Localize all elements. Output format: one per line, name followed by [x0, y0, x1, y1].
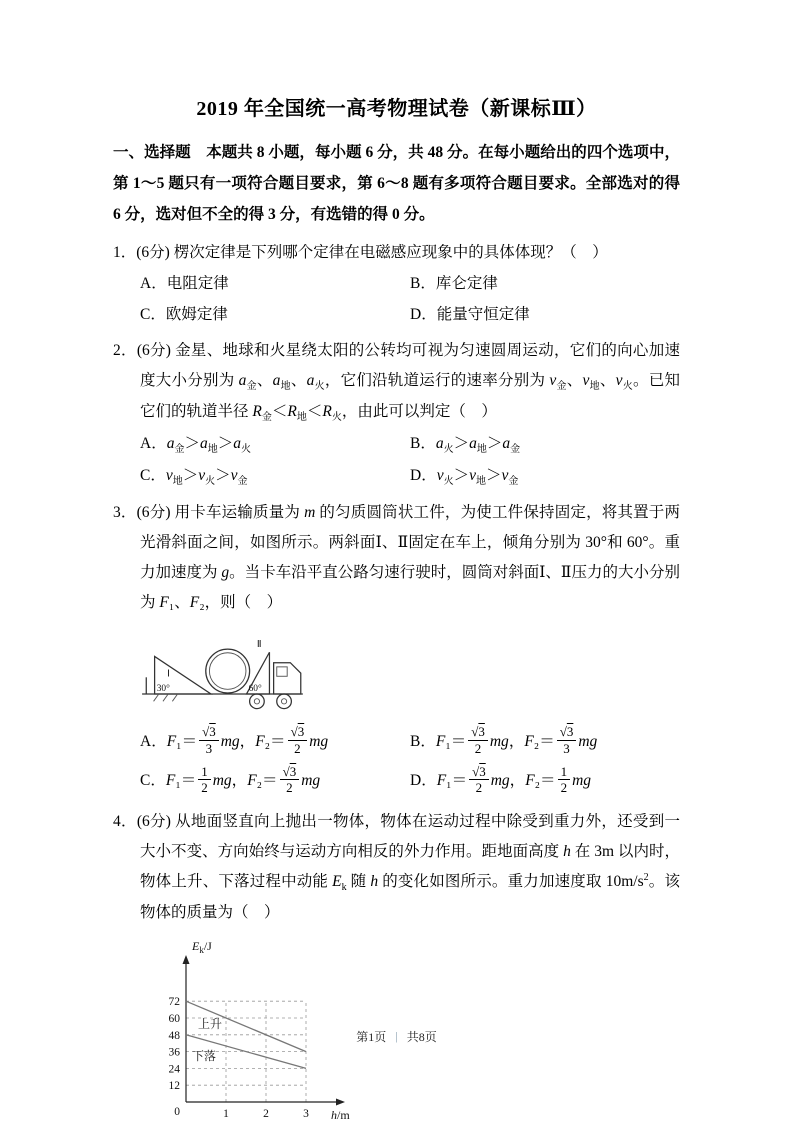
fraction-denominator: 2: [474, 740, 482, 756]
incline-2-label: Ⅱ: [256, 639, 262, 650]
y-axis-label: $E_k/J$: [192, 938, 212, 955]
footer-separator: |: [395, 1029, 398, 1043]
option-row: [140, 761, 680, 801]
fraction: [468, 724, 488, 756]
math-text: mg，F₂＝: [220, 732, 286, 750]
math-text: F₁＝: [435, 732, 467, 750]
fraction-numerator: 1: [558, 764, 571, 781]
incline-1-angle-label: 30°: [156, 683, 170, 694]
question-1: [113, 238, 680, 330]
wheel-hub-icon: [254, 698, 259, 703]
math-text: F₁＝: [436, 772, 468, 790]
question-3-option-d: [410, 761, 680, 801]
x-axis-label: h/m: [331, 1107, 350, 1122]
math-text: mg: [572, 772, 592, 790]
question-3-stem: 3．(6分) 用卡车运输质量为 m 的匀质圆筒状工件，为使工件保持固定，将其置于两光滑斜面之间，如图所示。两斜面Ⅰ、Ⅱ固定在车上，倾角分别为 30°和 60°。重力加速度为 g。当卡车沿平直公路匀速行驶时，圆筒对斜面Ⅰ、Ⅱ压力的大小分别为 F₁、F₂，则（ ）: [113, 503, 680, 612]
option-label: C．: [140, 772, 166, 790]
incline-1-label: Ⅰ: [167, 668, 170, 679]
fraction-numerator: √3: [557, 724, 577, 741]
question-2-options: [113, 428, 680, 492]
option-label: A．: [140, 434, 167, 452]
x-tick-label: 3: [303, 1107, 309, 1120]
option-label: D．: [410, 772, 437, 790]
math-text: mg: [309, 732, 329, 750]
page-title: 2019 年全国统一高考物理试卷（新课标Ⅲ）: [196, 98, 597, 120]
fraction: [288, 724, 308, 756]
option-text: $a_金>a_地>a_火$: [166, 434, 251, 455]
fraction-denominator: 2: [475, 780, 483, 796]
fraction-denominator: 3: [563, 740, 570, 756]
fraction-numerator: 1: [198, 764, 211, 781]
option-label: A．: [140, 275, 167, 293]
fraction: [558, 764, 571, 796]
option-text: 电阻定律: [166, 275, 229, 293]
cab-window-shape: [277, 667, 287, 676]
question-2-option-c: [140, 460, 410, 492]
cylinder-inner-shape: [209, 652, 246, 689]
math-text: mg，F₂＝: [489, 732, 555, 750]
fraction-denominator: 2: [560, 780, 568, 796]
section-instructions: 一、选择题 本题共 8 小题，每小题 6 分，共 48 分。在每小题给出的四个选项中，第 1～5 题只有一项符合题目要求，第 6～8 题有多项符合题目要求。全部选对的得 6 分，选对但不全的得 3 分，有选错的得 0 分。: [113, 144, 680, 223]
question-3-option-a: [140, 722, 410, 762]
math-text: F₁＝: [165, 772, 197, 790]
option-text: 欧姆定律: [165, 306, 228, 324]
page-number: 第1页: [356, 1030, 387, 1044]
math-text: F₁＝: [166, 732, 198, 750]
fraction-denominator: 3: [205, 740, 213, 756]
math-text: mg，F₂＝: [212, 772, 278, 790]
question-3: [113, 498, 680, 801]
hatch-mark: [154, 694, 159, 701]
option-label: B．: [410, 434, 436, 452]
question-2-option-d: [410, 460, 680, 492]
page-footer: [0, 1028, 793, 1045]
fraction-denominator: 2: [201, 780, 208, 796]
question-4-chart: [140, 932, 680, 1122]
question-4-stem: 4．(6分) 从地面竖直向上抛出一物体，物体在运动过程中除受到重力外，还受到一大小不变、方向始终与运动方向相反的外力作用。距地面高度 h 在 3m 以内时，物体上升、下落过程中动能 $E_k$ 随 h 的变化如图所示。重力加速度取 $10m/s^2$。该物体的质量为（ ）: [113, 812, 680, 921]
page-total: 共8页: [406, 1030, 437, 1044]
fraction-numerator: √3: [280, 764, 300, 781]
question-2-stem: 2．(6分) 金星、地球和火星绕太阳的公转均可视为匀速圆周运动，它们的向心加速度大小分别为 $a_金$、$a_地$、$a_火$，它们沿轨道运行的速率分别为 $v_金$、$v_地$、$v_火$。已知它们的轨道半径 $R_金<R_地<R_火$，由此可以判定（ ）: [113, 342, 681, 424]
question-1-option-a: [140, 268, 410, 299]
option-row: [140, 299, 680, 330]
option-text: 能量守恒定律: [436, 306, 530, 324]
x-tick-label: 1: [223, 1107, 229, 1120]
math-text: mg: [301, 772, 321, 790]
incline-2-angle-label: 60°: [248, 683, 262, 694]
cylinder-outer-shape: [206, 649, 250, 693]
wheel-icon: [277, 694, 292, 709]
fraction-denominator: 2: [294, 740, 301, 756]
math-text: mg: [578, 732, 598, 750]
question-3-options: [113, 722, 680, 801]
fraction: [280, 764, 300, 796]
option-label: A．: [140, 732, 167, 750]
option-label: D．: [410, 466, 437, 484]
question-1-stem: 1．(6分) 楞次定律是下列哪个定律在电磁感应现象中的具体体现？（ ）: [113, 244, 608, 261]
question-1-option-c: [140, 299, 410, 330]
y-tick-label: 48: [168, 1029, 180, 1042]
question-2-option-a: [140, 428, 410, 460]
fraction: [198, 764, 211, 796]
y-tick-label: 72: [168, 996, 180, 1009]
x-tick-label: 2: [263, 1107, 269, 1120]
option-label: C．: [140, 466, 166, 484]
y-axis-arrow-icon: [183, 955, 190, 964]
fraction-numerator: √3: [468, 724, 488, 741]
option-text: 库仑定律: [435, 275, 498, 293]
origin-label: 0: [174, 1105, 180, 1118]
fraction-denominator: 2: [286, 780, 293, 796]
question-2-option-b: [410, 428, 680, 460]
fraction: [199, 724, 219, 756]
question-1-options: [113, 268, 680, 330]
y-tick-label: 36: [168, 1046, 180, 1059]
question-1-option-b: [410, 268, 680, 299]
truck-incline-figure: [140, 625, 330, 715]
x-axis-arrow-icon: [336, 1098, 345, 1105]
hatch-mark: [163, 694, 168, 701]
series-label: 上升: [198, 1016, 223, 1031]
fraction: [557, 724, 577, 756]
option-row: [140, 722, 680, 762]
question-3-option-b: [410, 722, 680, 762]
question-1-option-d: [410, 299, 680, 330]
question-2: [113, 336, 680, 492]
option-label: C．: [140, 306, 166, 324]
y-tick-label: 12: [168, 1080, 180, 1093]
page-content: [113, 92, 680, 1122]
option-text: $v_地>v_火>v_金$: [165, 466, 248, 487]
ek-h-graph: [140, 932, 355, 1122]
option-text: $v_火>v_地>v_金$: [436, 466, 519, 487]
wheel-hub-icon: [281, 698, 286, 703]
option-label: B．: [410, 732, 436, 750]
option-row: [140, 460, 680, 492]
fraction: [469, 764, 489, 796]
option-label: D．: [410, 306, 437, 324]
series-label: 下落: [192, 1048, 217, 1063]
fraction-numerator: √3: [288, 724, 308, 741]
option-text: $a_火>a_地>a_金$: [435, 434, 521, 455]
question-4: [113, 807, 680, 1122]
question-3-figure: [140, 625, 680, 720]
fraction-numerator: √3: [199, 724, 219, 741]
fraction-numerator: √3: [469, 764, 489, 781]
wheel-icon: [250, 694, 265, 709]
option-label: B．: [410, 275, 436, 293]
hatch-mark: [172, 694, 177, 701]
y-tick-label: 60: [168, 1012, 180, 1025]
option-row: [140, 428, 680, 460]
question-3-option-c: [140, 761, 410, 801]
y-tick-label: 24: [168, 1063, 180, 1076]
option-row: [140, 268, 680, 299]
math-text: mg，F₂＝: [490, 772, 556, 790]
